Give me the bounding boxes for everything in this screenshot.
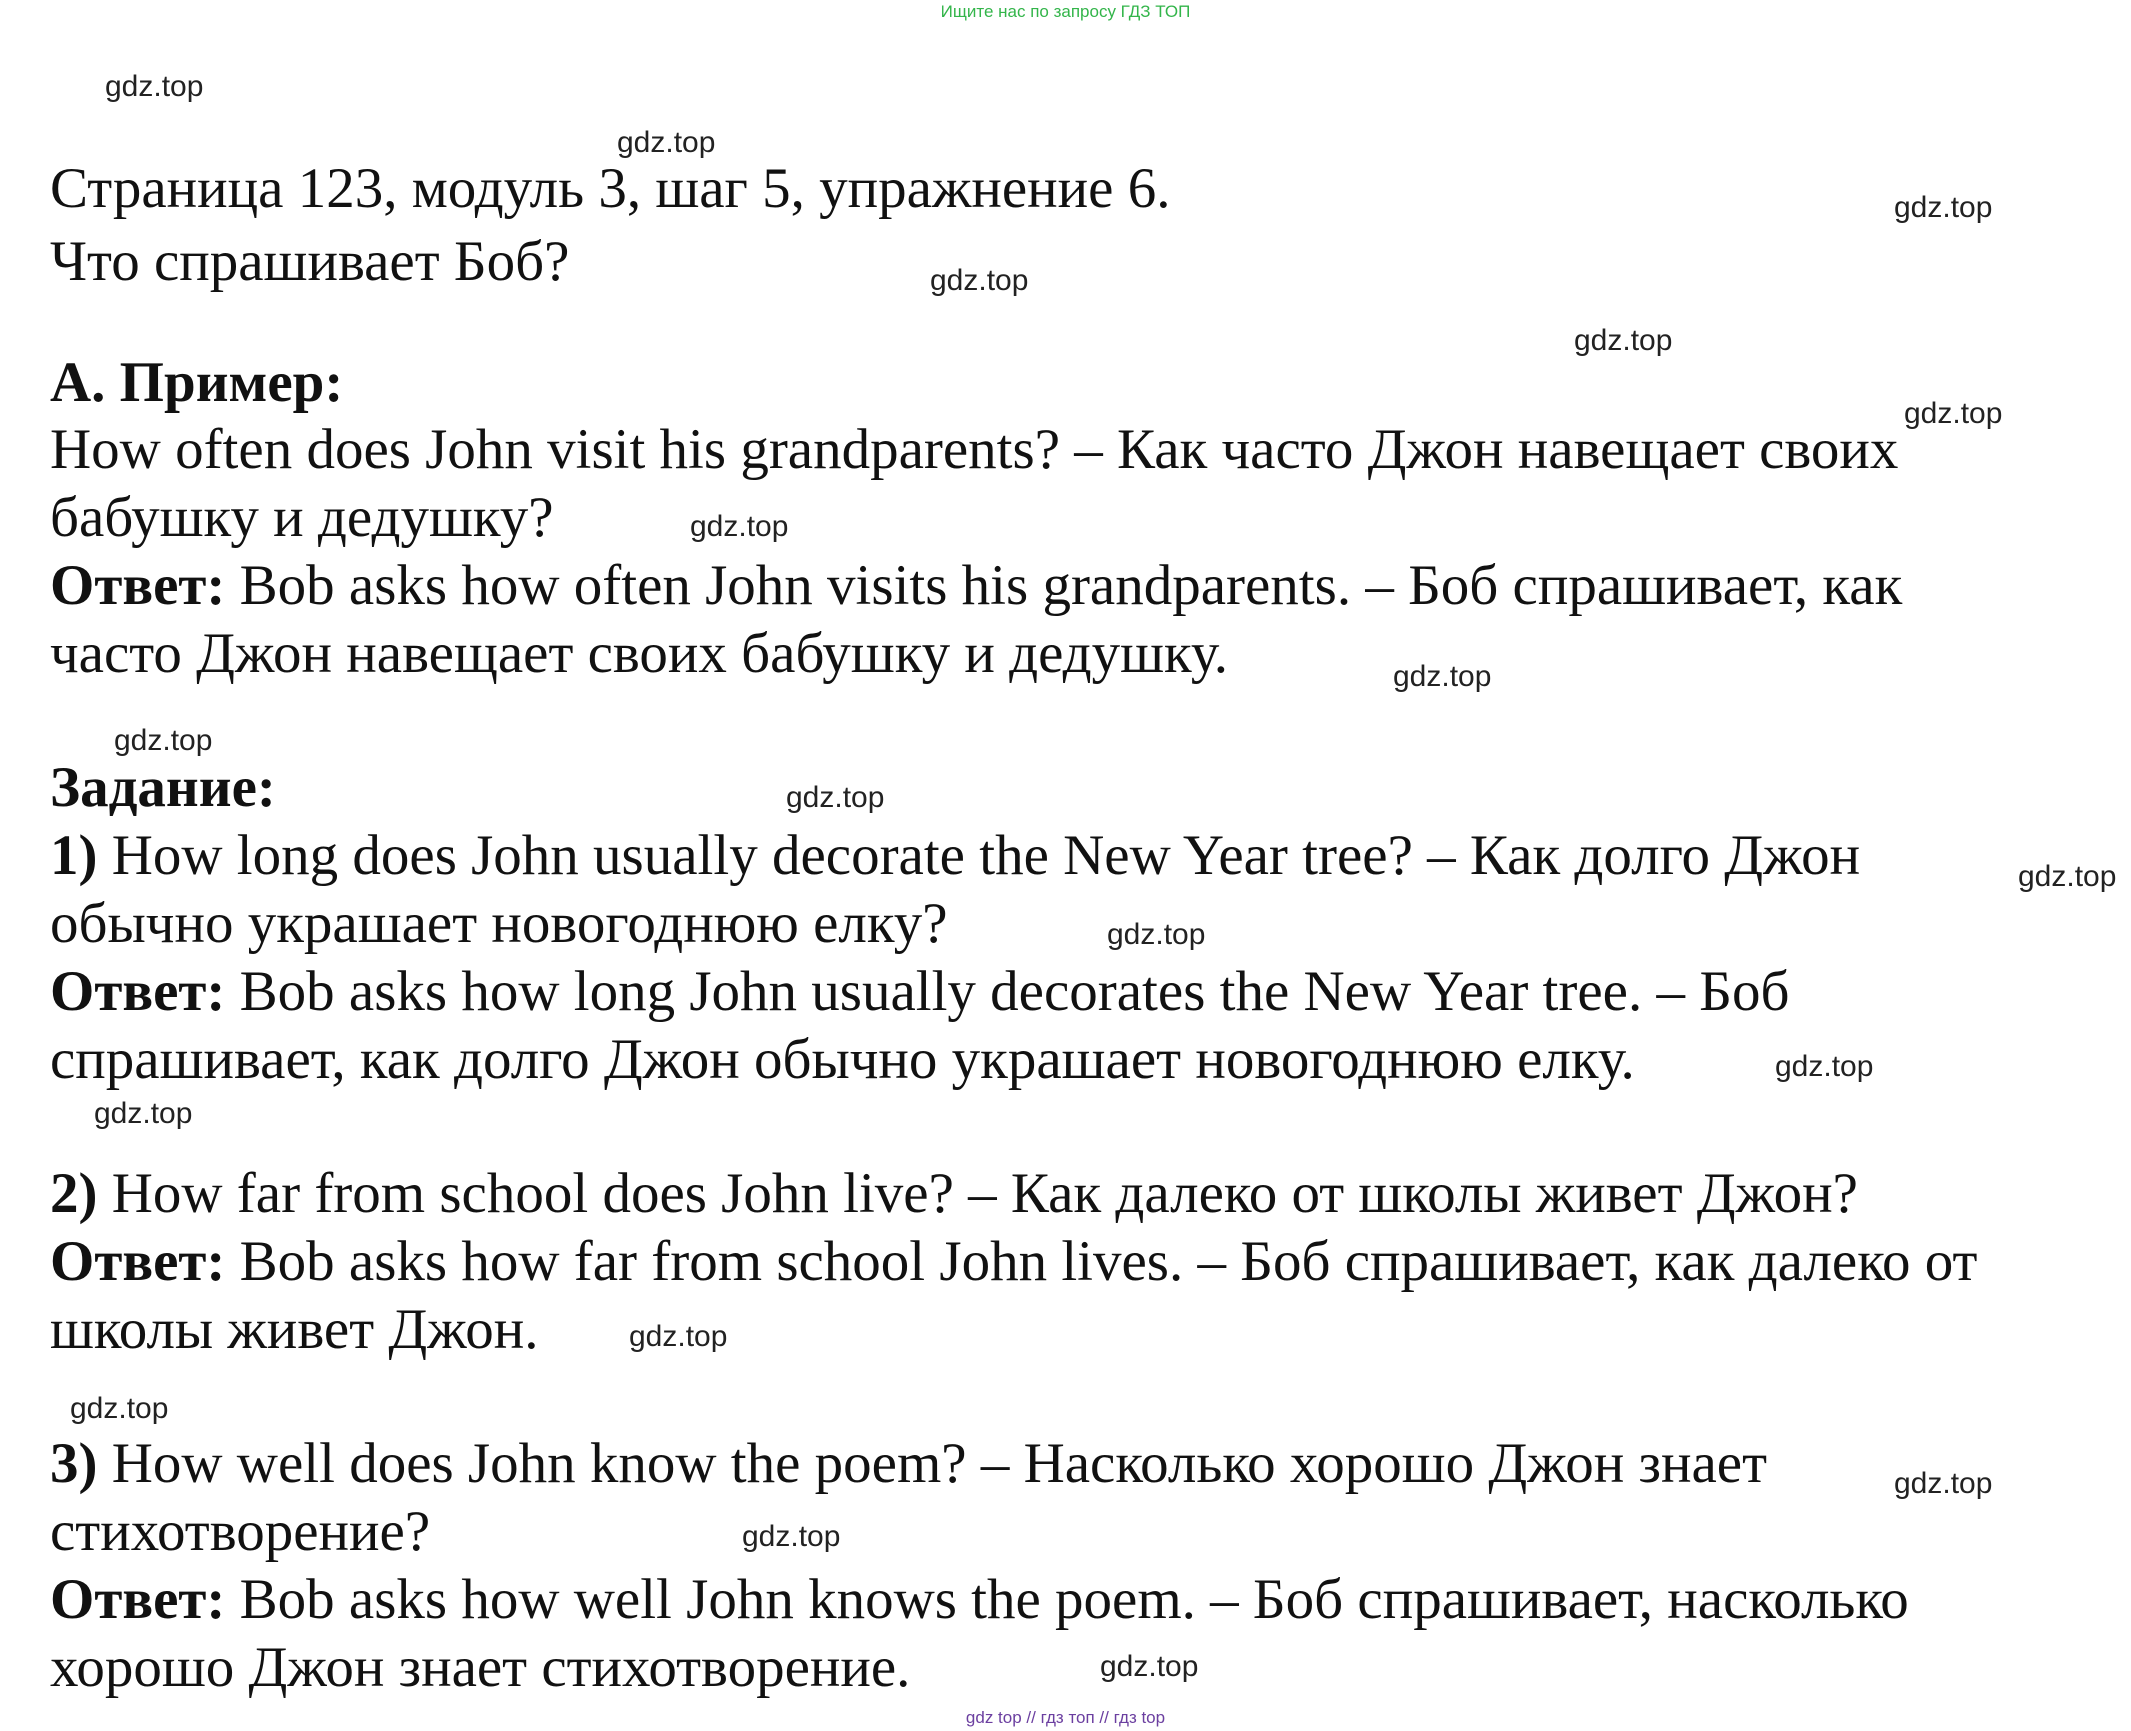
watermark: gdz.top: [1100, 1650, 1199, 1683]
question-text: How long does John usually decorate the New Year tree? – Как долго Джон: [97, 824, 1861, 887]
watermark: gdz.top: [94, 1097, 193, 1130]
watermark: gdz.top: [1574, 324, 1673, 357]
watermark: gdz.top: [1393, 660, 1492, 693]
task-heading: Задание:: [50, 756, 276, 819]
question-text: How well does John know the poem? – Насколько хорошо Джон знает: [97, 1432, 1767, 1495]
task-question-line: [50, 1430, 1767, 1498]
watermark: gdz.top: [1107, 918, 1206, 951]
item-number: 2): [50, 1162, 98, 1225]
example-question-line: How often does John visit his grandparents? – Как часто Джон навещает своих: [50, 418, 1899, 481]
watermark: gdz.top: [930, 264, 1029, 297]
item-number: 3): [50, 1432, 98, 1495]
watermark: gdz.top: [70, 1392, 169, 1425]
answer-text: Bob asks how long John usually decorates the New Year tree. – Боб: [225, 960, 1790, 1023]
watermark: gdz.top: [617, 126, 716, 159]
watermark: gdz.top: [1775, 1050, 1874, 1083]
task-answer-line: [50, 1566, 1909, 1634]
task-answer-line: школы живет Джон.: [50, 1298, 539, 1361]
question-line: Что спрашивает Боб?: [50, 230, 570, 293]
answer-text: Bob asks how far from school John lives. – Боб спрашивает, как далеко от: [225, 1230, 1978, 1293]
watermark: gdz.top: [1904, 397, 2003, 430]
watermark: gdz.top: [786, 781, 885, 814]
example-answer-line: часто Джон навещает своих бабушку и дедушку.: [50, 622, 1228, 685]
example-question-line: бабушку и дедушку?: [50, 486, 554, 549]
task-answer-line: спрашивает, как долго Джон обычно украшает новогоднюю елку.: [50, 1028, 1635, 1091]
footer-links[interactable]: gdz top // гдз топ // гдз top: [965, 1708, 1166, 1727]
question-text: How far from school does John live? – Как далеко от школы живет Джон?: [97, 1162, 1858, 1225]
watermark: gdz.top: [1894, 1467, 1993, 1500]
search-banner[interactable]: Ищите нас по запросу ГДЗ ТОП: [940, 2, 1191, 21]
item-number: 1): [50, 824, 98, 887]
page-title: Страница 123, модуль 3, шаг 5, упражнение 6.: [50, 157, 1171, 220]
watermark: gdz.top: [114, 724, 213, 757]
answer-text: Bob asks how often John visits his grandparents. – Боб спрашивает, как: [225, 554, 1903, 617]
answer-label: Ответ:: [50, 1568, 226, 1631]
watermark: gdz.top: [742, 1520, 841, 1553]
watermark: gdz.top: [1894, 191, 1993, 224]
task-question-line: [50, 1160, 1858, 1228]
task-answer-line: [50, 958, 1789, 1026]
task-answer-line: хорошо Джон знает стихотворение.: [50, 1636, 911, 1699]
task-question-line: стихотворение?: [50, 1500, 431, 1563]
answer-label: Ответ:: [50, 554, 226, 617]
task-question-line: [50, 822, 1860, 890]
answer-label: Ответ:: [50, 1230, 226, 1293]
answer-text: Bob asks how well John knows the poem. – Боб спрашивает, насколько: [225, 1568, 1909, 1631]
answer-label: Ответ:: [50, 960, 226, 1023]
task-answer-line: [50, 1228, 1977, 1296]
watermark: gdz.top: [629, 1320, 728, 1353]
watermark: gdz.top: [690, 510, 789, 543]
example-answer-line: [50, 552, 1902, 620]
example-heading: A. Пример:: [50, 351, 344, 414]
watermark: gdz.top: [105, 70, 204, 103]
watermark: gdz.top: [2018, 860, 2117, 893]
task-question-line: обычно украшает новогоднюю елку?: [50, 892, 948, 955]
